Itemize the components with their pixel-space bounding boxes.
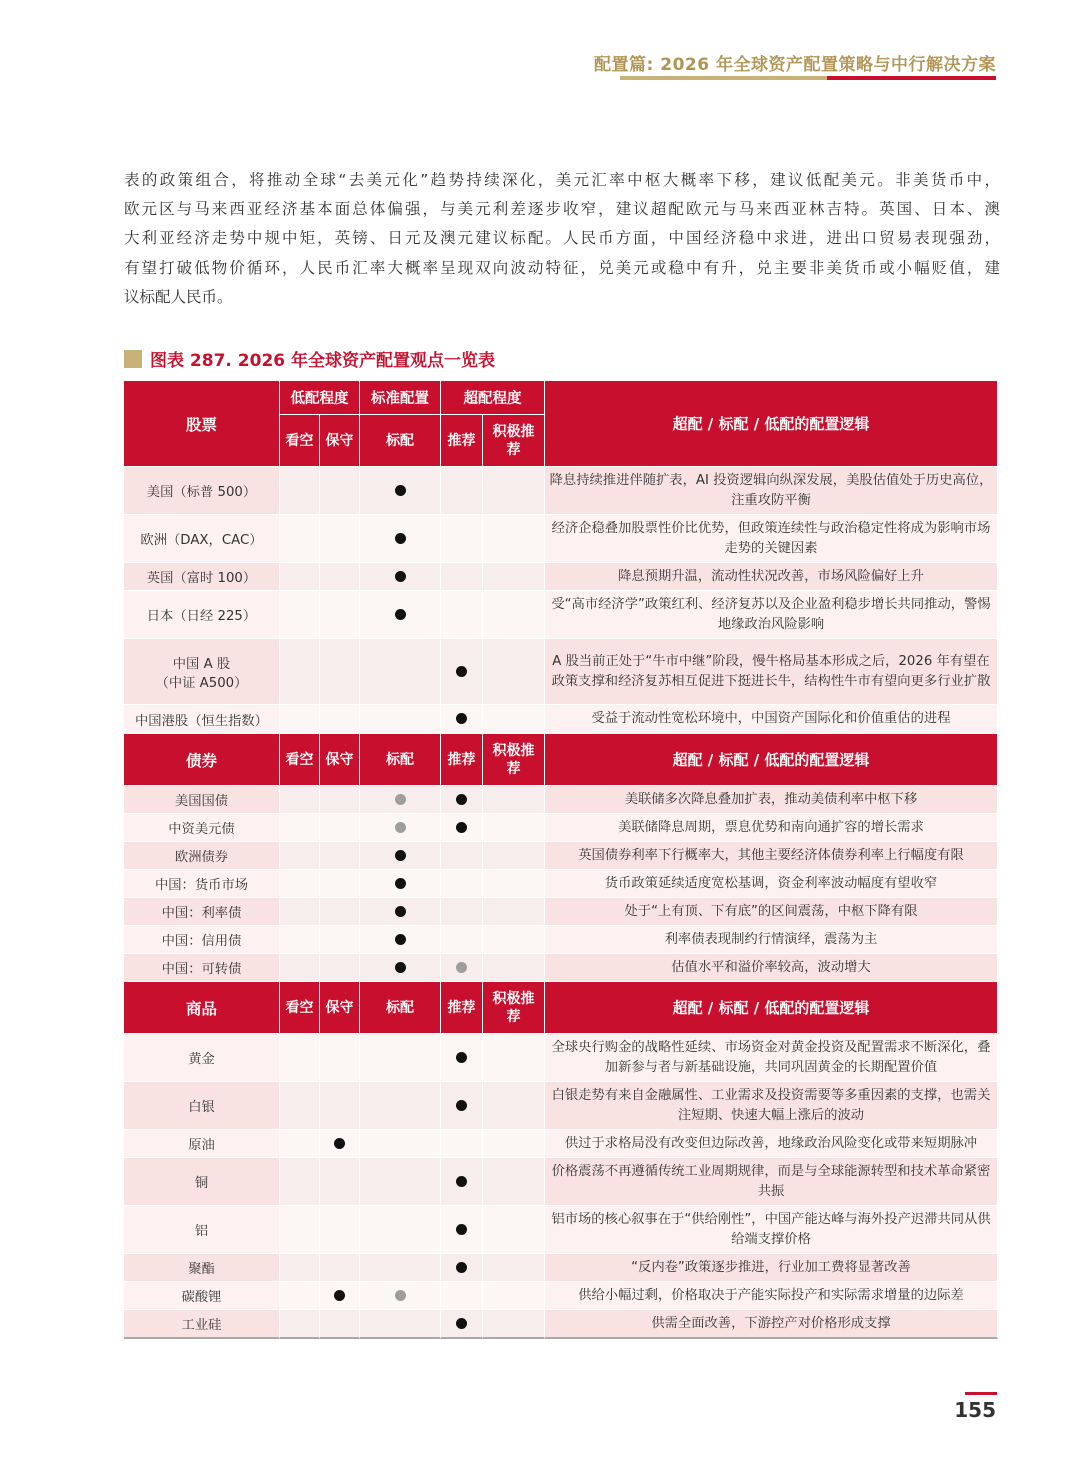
rating-cell-defensive	[320, 1034, 360, 1082]
rating-cell-recommend	[441, 1158, 483, 1206]
rating-cell-neutral	[360, 1158, 441, 1206]
rating-cell-neutral	[360, 1254, 441, 1282]
rating-cell-short	[280, 1282, 320, 1310]
rating-cell-neutral	[360, 1310, 441, 1339]
asset-name: 中国：利率债	[124, 898, 280, 926]
intro-line: 表的政策组合，将推动全球“去美元化”趋势持续深化，美元汇率中枢大概率下移，建议低配美元。非美货币中，	[124, 171, 1000, 189]
group-header-standard: 标准配置	[360, 381, 441, 415]
allocation-logic: 受益于流动性宽松环境中，中国资产国际化和价值重估的进程	[545, 705, 998, 734]
rating-cell-neutral	[360, 591, 441, 639]
rating-cell-short	[280, 639, 320, 705]
rating-cell-recommend	[441, 870, 483, 898]
asset-name: 欧洲（DAX，CAC）	[124, 515, 280, 563]
rating-cell-strong	[483, 1130, 545, 1158]
rating-cell-strong	[483, 1158, 545, 1206]
asset-name: 铝	[124, 1206, 280, 1254]
rating-cell-strong	[483, 591, 545, 639]
table-row	[124, 1206, 998, 1254]
rating-cell-short	[280, 563, 320, 591]
rating-cell-recommend	[441, 1206, 483, 1254]
allocation-logic: “反内卷”政策逐步推进，行业加工费将显著改善	[545, 1254, 998, 1282]
col-header-short: 看空	[280, 734, 320, 786]
category-header: 商品	[124, 982, 280, 1034]
rating-cell-strong	[483, 814, 545, 842]
allocation-logic: 经济企稳叠加股票性价比优势，但政策连续性与政治稳定性将成为影响市场走势的关键因素	[545, 515, 998, 563]
rating-dot-icon	[395, 962, 406, 973]
rating-cell-short	[280, 926, 320, 954]
allocation-logic: A 股当前正处于“牛市中继”阶段，慢牛格局基本形成之后，2026 年有望在政策支撑和经济复苏相互促进下挺进长牛，结构性牛市有望向更多行业扩散	[545, 639, 998, 705]
rating-dot-icon	[395, 906, 406, 917]
allocation-logic: 白银走势有来自金融属性、工业需求及投资需要等多重因素的支撑，也需关注短期、快速大幅上涨后的波动	[545, 1082, 998, 1130]
rating-cell-strong	[483, 842, 545, 870]
rating-cell-defensive	[320, 926, 360, 954]
rating-dot-icon	[395, 571, 406, 582]
running-header: 配置篇: 2026 年全球资产配置策略与中行解决方案	[594, 55, 996, 75]
asset-name: 中国港股（恒生指数）	[124, 705, 280, 734]
rating-cell-neutral	[360, 814, 441, 842]
figure-title-text: 图表 287. 2026 年全球资产配置观点一览表	[150, 351, 496, 371]
rating-dot-icon	[456, 822, 467, 833]
rating-cell-short	[280, 467, 320, 515]
rating-cell-recommend	[441, 1310, 483, 1339]
rating-cell-neutral	[360, 1034, 441, 1082]
page-number-rule	[965, 1392, 997, 1395]
allocation-logic: 降息预期升温，流动性状况改善，市场风险偏好上升	[545, 563, 998, 591]
allocation-logic: 供过于求格局没有改变但边际改善，地缘政治风险变化或带来短期脉冲	[545, 1130, 998, 1158]
allocation-logic: 美联储多次降息叠加扩表，推动美债利率中枢下移	[545, 786, 998, 814]
rating-cell-short	[280, 1034, 320, 1082]
rating-cell-short	[280, 1310, 320, 1339]
rating-cell-recommend	[441, 1082, 483, 1130]
table-row	[124, 1158, 998, 1206]
rating-cell-recommend	[441, 467, 483, 515]
rating-cell-defensive	[320, 898, 360, 926]
rating-cell-defensive	[320, 1130, 360, 1158]
rating-cell-short	[280, 705, 320, 734]
rating-cell-short	[280, 870, 320, 898]
asset-allocation-table	[124, 381, 998, 1339]
table-row	[124, 870, 998, 898]
rating-cell-strong	[483, 563, 545, 591]
rating-cell-neutral	[360, 467, 441, 515]
rating-cell-defensive	[320, 1158, 360, 1206]
rating-cell-recommend	[441, 1034, 483, 1082]
intro-paragraph	[124, 166, 1000, 312]
rating-cell-strong	[483, 515, 545, 563]
rating-cell-recommend	[441, 591, 483, 639]
allocation-logic: 供给小幅过剩，价格取决于产能实际投产和实际需求增量的边际差	[545, 1282, 998, 1310]
asset-name: 美国（标普 500）	[124, 467, 280, 515]
logic-header: 超配 / 标配 / 低配的配置逻辑	[545, 381, 998, 467]
col-header-recommend: 推荐	[441, 415, 483, 467]
rating-dot-icon	[456, 1318, 467, 1329]
rating-cell-strong	[483, 926, 545, 954]
asset-name: 工业硅	[124, 1310, 280, 1339]
table-row	[124, 1034, 998, 1082]
rating-cell-strong	[483, 1034, 545, 1082]
rating-cell-short	[280, 1130, 320, 1158]
page-number: 155	[954, 1398, 996, 1422]
table-row	[124, 842, 998, 870]
category-header: 债券	[124, 734, 280, 786]
rating-cell-neutral	[360, 954, 441, 982]
rating-cell-recommend	[441, 926, 483, 954]
rating-cell-recommend	[441, 898, 483, 926]
rating-dot-icon	[456, 1176, 467, 1187]
table-row	[124, 515, 998, 563]
rating-cell-neutral	[360, 870, 441, 898]
asset-name: 日本（日经 225）	[124, 591, 280, 639]
allocation-logic: 利率债表现制约行情演绎，震荡为主	[545, 926, 998, 954]
rating-dot-icon	[334, 1290, 345, 1301]
rating-cell-short	[280, 954, 320, 982]
rating-cell-strong	[483, 705, 545, 734]
logic-header: 超配 / 标配 / 低配的配置逻辑	[545, 982, 998, 1034]
rating-cell-short	[280, 515, 320, 563]
col-header-neutral: 标配	[360, 415, 441, 467]
rating-cell-recommend	[441, 814, 483, 842]
col-header-recommend: 推荐	[441, 982, 483, 1034]
asset-name: 聚酯	[124, 1254, 280, 1282]
col-header-strong: 积极推荐	[483, 734, 545, 786]
asset-name: 原油	[124, 1130, 280, 1158]
rating-cell-short	[280, 1254, 320, 1282]
rating-cell-neutral	[360, 1282, 441, 1310]
rating-cell-defensive	[320, 814, 360, 842]
rating-cell-recommend	[441, 639, 483, 705]
table-row	[124, 786, 998, 814]
allocation-logic: 铝市场的核心叙事在于“供给刚性”，中国产能达峰与海外投产迟滞共同从供给端支撑价格	[545, 1206, 998, 1254]
intro-line: 有望打破低物价循环，人民币汇率大概率呈现双向波动特征，兑美元或稳中有升，兑主要非美货币或小幅贬值，建	[124, 258, 1000, 277]
rating-cell-defensive	[320, 786, 360, 814]
allocation-logic: 处于“上有顶、下有底”的区间震荡，中枢下降有限	[545, 898, 998, 926]
rating-dot-icon	[456, 713, 467, 724]
rating-cell-neutral	[360, 898, 441, 926]
rating-dot-icon	[334, 1138, 345, 1149]
rating-cell-defensive	[320, 591, 360, 639]
allocation-logic: 供需全面改善，下游控产对价格形成支撑	[545, 1310, 998, 1339]
secondary-rating-dot-icon	[395, 822, 406, 833]
rating-cell-neutral	[360, 1206, 441, 1254]
asset-name: 美国国债	[124, 786, 280, 814]
rating-dot-icon	[456, 666, 467, 677]
asset-name: 中国 A 股 （中证 A500）	[124, 639, 280, 705]
rating-cell-recommend	[441, 1282, 483, 1310]
rating-cell-short	[280, 814, 320, 842]
allocation-logic: 美联储降息周期，票息优势和南向通扩容的增长需求	[545, 814, 998, 842]
rating-cell-neutral	[360, 926, 441, 954]
table-row	[124, 926, 998, 954]
table-row	[124, 563, 998, 591]
rating-cell-defensive	[320, 563, 360, 591]
asset-name: 白银	[124, 1082, 280, 1130]
asset-name: 欧洲债券	[124, 842, 280, 870]
rating-cell-defensive	[320, 870, 360, 898]
table-row	[124, 898, 998, 926]
rating-dot-icon	[456, 1052, 467, 1063]
asset-name: 碳酸锂	[124, 1282, 280, 1310]
rating-cell-recommend	[441, 515, 483, 563]
rating-cell-defensive	[320, 467, 360, 515]
rating-dot-icon	[395, 609, 406, 620]
rating-cell-neutral	[360, 639, 441, 705]
rating-cell-recommend	[441, 842, 483, 870]
rating-cell-recommend	[441, 1130, 483, 1158]
rating-cell-strong	[483, 1254, 545, 1282]
intro-line: 欧元区与马来西亚经济基本面总体偏强，与美元利差逐步收窄，建议超配欧元与马来西亚林吉特。英国、日本、澳	[124, 200, 1000, 219]
rating-cell-recommend	[441, 705, 483, 734]
allocation-logic: 英国债券利率下行概率大，其他主要经济体债券利率上行幅度有限	[545, 842, 998, 870]
col-header-short: 看空	[280, 415, 320, 467]
rating-cell-strong	[483, 954, 545, 982]
rating-cell-strong	[483, 1206, 545, 1254]
table-row	[124, 591, 998, 639]
rating-cell-strong	[483, 639, 545, 705]
allocation-logic: 货币政策延续适度宽松基调，资金利率波动幅度有望收窄	[545, 870, 998, 898]
table-row	[124, 1310, 998, 1339]
asset-name: 黄金	[124, 1034, 280, 1082]
col-header-defensive: 保守	[320, 415, 360, 467]
rating-dot-icon	[395, 934, 406, 945]
figure-title	[124, 346, 495, 371]
rating-dot-icon	[395, 878, 406, 889]
col-header-short: 看空	[280, 982, 320, 1034]
allocation-logic: 降息持续推进伴随扩表，AI 投资逻辑向纵深发展，美股估值处于历史高位，注重攻防平衡	[545, 467, 998, 515]
table-row	[124, 954, 998, 982]
table-row	[124, 1254, 998, 1282]
rating-cell-short	[280, 1082, 320, 1130]
rating-cell-neutral	[360, 563, 441, 591]
logic-header: 超配 / 标配 / 低配的配置逻辑	[545, 734, 998, 786]
rating-cell-defensive	[320, 515, 360, 563]
rating-cell-strong	[483, 898, 545, 926]
col-header-strong: 积极推荐	[483, 415, 545, 467]
table-row	[124, 814, 998, 842]
rating-cell-short	[280, 1206, 320, 1254]
rating-dot-icon	[395, 485, 406, 496]
col-header-neutral: 标配	[360, 982, 441, 1034]
asset-name: 铜	[124, 1158, 280, 1206]
rating-cell-short	[280, 786, 320, 814]
rating-cell-defensive	[320, 1282, 360, 1310]
section-header-row	[124, 982, 998, 1034]
rating-cell-neutral	[360, 842, 441, 870]
table-row	[124, 639, 998, 705]
title-marker-icon	[124, 350, 142, 368]
rating-cell-strong	[483, 1082, 545, 1130]
group-header-underweight: 低配程度	[280, 381, 360, 415]
rating-dot-icon	[395, 533, 406, 544]
secondary-rating-dot-icon	[456, 962, 467, 973]
rating-cell-short	[280, 898, 320, 926]
rating-cell-short	[280, 1158, 320, 1206]
rating-dot-icon	[456, 1100, 467, 1111]
table-row	[124, 705, 998, 734]
table-row	[124, 1082, 998, 1130]
rating-cell-strong	[483, 1310, 545, 1339]
table-header-row	[124, 381, 998, 415]
secondary-rating-dot-icon	[395, 794, 406, 805]
table-row	[124, 1130, 998, 1158]
rating-cell-neutral	[360, 515, 441, 563]
rating-cell-recommend	[441, 954, 483, 982]
allocation-logic: 价格震荡不再遵循传统工业周期规律，而是与全球能源转型和技术革命紧密共振	[545, 1158, 998, 1206]
allocation-logic: 受“高市经济学”政策红利、经济复苏以及企业盈利稳步增长共同推动，警惕地缘政治风险影响	[545, 591, 998, 639]
rating-cell-strong	[483, 467, 545, 515]
header-rule	[620, 76, 996, 80]
rating-cell-short	[280, 842, 320, 870]
rating-dot-icon	[456, 1262, 467, 1273]
intro-line: 大利亚经济走势中规中矩，英镑、日元及澳元建议标配。人民币方面，中国经济稳中求进，进出口贸易表现强劲，	[124, 229, 1000, 248]
rating-cell-recommend	[441, 563, 483, 591]
asset-name: 中国：可转债	[124, 954, 280, 982]
category-header: 股票	[124, 381, 280, 467]
col-header-recommend: 推荐	[441, 734, 483, 786]
col-header-defensive: 保守	[320, 982, 360, 1034]
rating-cell-defensive	[320, 1254, 360, 1282]
rating-cell-defensive	[320, 1082, 360, 1130]
rating-cell-strong	[483, 1282, 545, 1310]
rating-cell-defensive	[320, 1206, 360, 1254]
rating-cell-recommend	[441, 1254, 483, 1282]
asset-name: 中资美元债	[124, 814, 280, 842]
col-header-neutral: 标配	[360, 734, 441, 786]
group-header-overweight: 超配程度	[441, 381, 545, 415]
rating-dot-icon	[456, 1224, 467, 1235]
table-row	[124, 1282, 998, 1310]
table-row	[124, 467, 998, 515]
rating-cell-neutral	[360, 705, 441, 734]
rating-cell-recommend	[441, 786, 483, 814]
rating-cell-defensive	[320, 1310, 360, 1339]
rating-cell-neutral	[360, 786, 441, 814]
rating-cell-strong	[483, 870, 545, 898]
rating-dot-icon	[456, 794, 467, 805]
rating-cell-short	[280, 591, 320, 639]
rating-cell-defensive	[320, 954, 360, 982]
rating-dot-icon	[395, 850, 406, 861]
intro-line: 议标配人民币。	[124, 287, 233, 306]
col-header-strong: 积极推荐	[483, 982, 545, 1034]
rating-cell-defensive	[320, 639, 360, 705]
asset-name: 中国：信用债	[124, 926, 280, 954]
section-header-row	[124, 734, 998, 786]
asset-name: 英国（富时 100）	[124, 563, 280, 591]
secondary-rating-dot-icon	[395, 1290, 406, 1301]
rating-cell-strong	[483, 786, 545, 814]
rating-cell-defensive	[320, 842, 360, 870]
rating-cell-neutral	[360, 1130, 441, 1158]
asset-name: 中国：货币市场	[124, 870, 280, 898]
allocation-logic: 全球央行购金的战略性延续、市场资金对黄金投资及配置需求不断深化，叠加新参与者与新基础设施，共同巩固黄金的长期配置价值	[545, 1034, 998, 1082]
rating-cell-defensive	[320, 705, 360, 734]
col-header-defensive: 保守	[320, 734, 360, 786]
rating-cell-neutral	[360, 1082, 441, 1130]
allocation-logic: 估值水平和溢价率较高，波动增大	[545, 954, 998, 982]
